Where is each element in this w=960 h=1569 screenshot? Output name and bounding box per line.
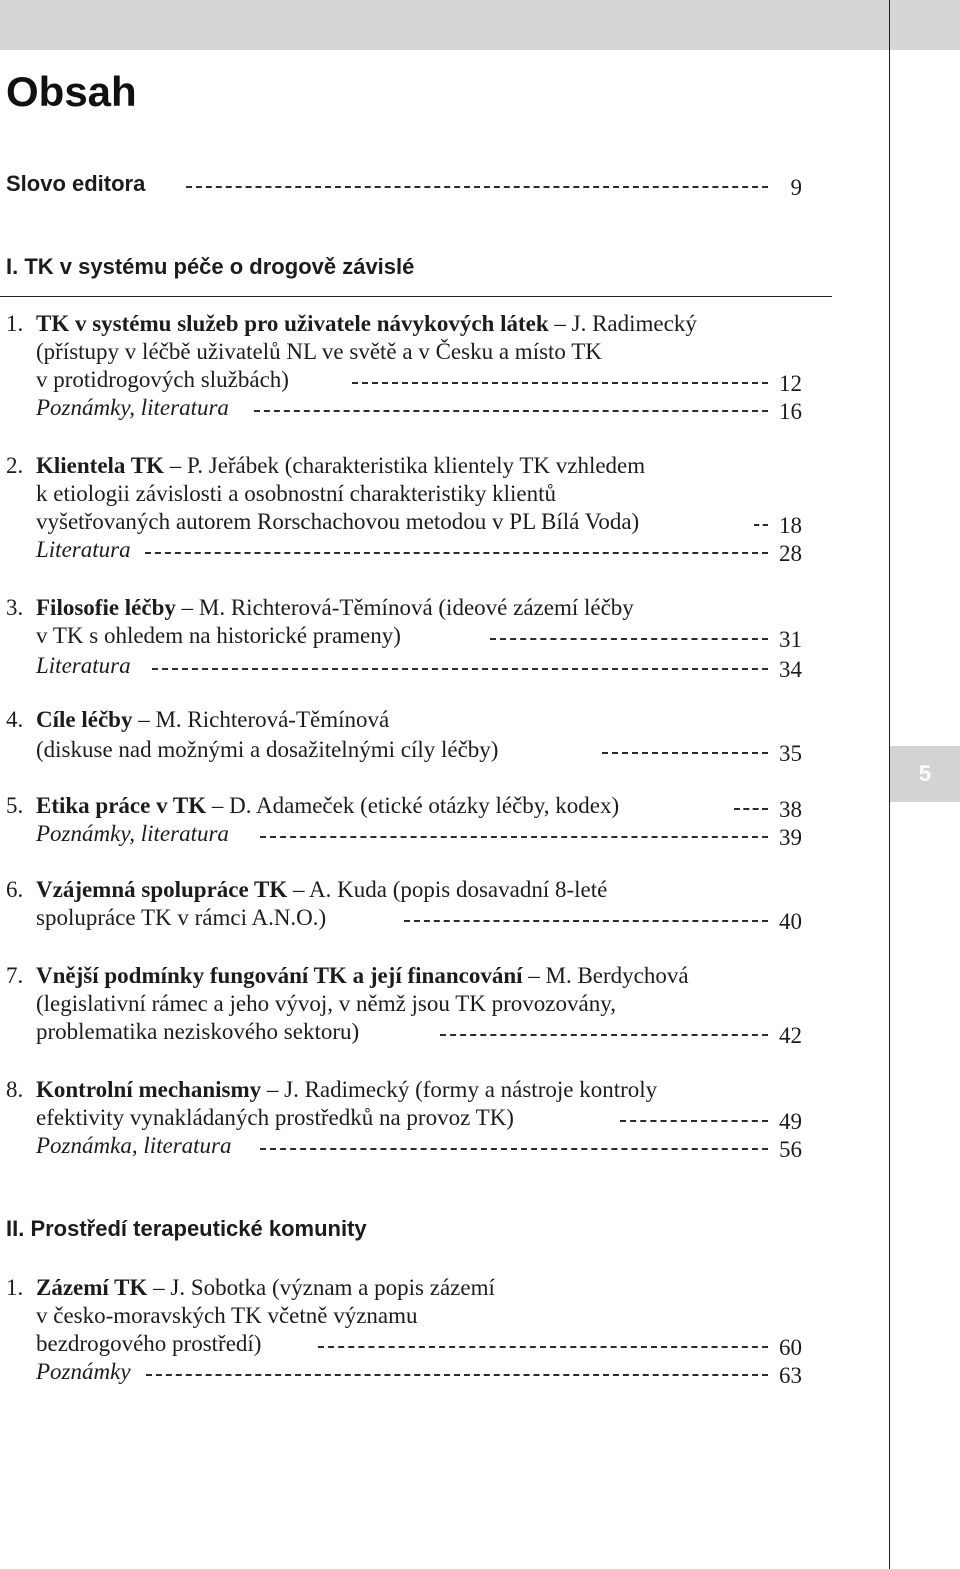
notes-literature-label: Poznámka, literatura (36, 1133, 232, 1158)
page-number-tab: 5 (890, 746, 960, 802)
entry-continuation: vyšetřovaných autorem Rorschachovou metodou v PL Bílá Voda) (36, 509, 640, 534)
notes-literature-label: Literatura (36, 653, 131, 678)
toc-entry-line (0, 706, 830, 734)
page-ref: 12 (779, 371, 802, 396)
chapter-title (36, 452, 645, 480)
chapter-number: 6. (6, 877, 24, 902)
chapter-title (36, 962, 689, 990)
part-heading-1: I. TK v systému péče o drogově závislé (6, 254, 415, 279)
page-ref: 40 (779, 909, 802, 934)
entry-continuation: efektivity vynakládaných prostředků na provoz TK) (36, 1105, 514, 1130)
leader-dots (754, 524, 768, 526)
chapter-title-bold: Vnější podmínky fungování TK a její financování (36, 963, 523, 988)
page-ref: 18 (779, 513, 802, 538)
entry-continuation: (diskuse nad možnými a dosažitelnými cíly léčby) (36, 737, 499, 762)
chapter-author-note: – P. Jeřábek (charakteristika klientely TK vzhledem (164, 453, 646, 478)
leader-dots (620, 1120, 768, 1122)
chapter-title (36, 1076, 657, 1104)
leader-dots (146, 1374, 768, 1376)
leader-dots (152, 668, 768, 670)
page-ref: 39 (779, 825, 802, 850)
leader-dots (602, 752, 768, 754)
toc-entry-line[interactable] (0, 622, 830, 650)
page-ref: 34 (779, 657, 802, 682)
leader-dots (260, 836, 768, 838)
toc-entry-line[interactable] (0, 394, 830, 422)
notes-literature-label: Poznámky, literatura (36, 821, 229, 846)
chapter-title (36, 876, 607, 904)
chapter-title-bold: Zázemí TK (36, 1275, 148, 1300)
chapter-title (36, 1274, 495, 1302)
page-ref: 35 (779, 741, 802, 766)
toc-entry-line[interactable] (0, 792, 830, 820)
toc-entry-line[interactable] (0, 736, 830, 764)
leader-dots (404, 920, 768, 922)
toc-entry-line (0, 594, 830, 622)
toc-entry-line[interactable] (0, 366, 830, 394)
entry-continuation: k etiologii závislosti a osobnostní charakteristiky klientů (36, 481, 556, 506)
entry-continuation: v TK s ohledem na historické prameny) (36, 623, 401, 648)
toc-entry-line[interactable] (0, 820, 830, 848)
toc-entry-line[interactable] (0, 1330, 830, 1358)
toc-entry-line[interactable] (0, 508, 830, 536)
chapter-author-note: – J. Sobotka (význam a popis zázemí (147, 1275, 495, 1300)
header-bar (0, 0, 890, 50)
chapter-number: 2. (6, 453, 24, 478)
chapter-title (36, 792, 619, 820)
leader-dots (186, 186, 768, 188)
page-ref: 9 (790, 175, 802, 200)
chapter-author-note: – J. Radimecký (548, 311, 697, 336)
notes-literature-label: Poznámky (36, 1359, 131, 1384)
leader-dots (260, 1148, 768, 1150)
part-heading-2: II. Prostředí terapeutické komunity (6, 1216, 367, 1241)
notes-literature-label: Literatura (36, 537, 131, 562)
chapter-title-bold: Vzájemná spolupráce TK (36, 877, 288, 902)
chapter-title-bold: TK v systému služeb pro uživatele návykových látek (36, 311, 549, 336)
leader-dots (318, 1346, 768, 1348)
page-ref: 63 (779, 1363, 802, 1388)
toc-entry-line[interactable] (0, 652, 830, 680)
entry-continuation: (legislativní rámec a jeho vývoj, v němž jsou TK provozovány, (36, 991, 616, 1016)
chapter-author-note: – M. Berdychová (522, 963, 689, 988)
page-ref: 28 (779, 541, 802, 566)
toc-entry-line (0, 876, 830, 904)
toc-entry-line (0, 480, 830, 508)
toc-entry-line[interactable] (0, 1358, 830, 1386)
chapter-author-note: – A. Kuda (popis dosavadní 8-leté (287, 877, 608, 902)
chapter-number: 5. (6, 793, 24, 818)
chapter-title-bold: Kontrolní mechanismy (36, 1077, 262, 1102)
page-ref: 49 (779, 1109, 802, 1134)
chapter-title (36, 594, 634, 622)
chapter-number: 3. (6, 595, 24, 620)
page-ref: 38 (779, 797, 802, 822)
chapter-title-bold: Cíle léčby (36, 707, 133, 732)
chapter-number: 1. (6, 1275, 24, 1300)
toc-entry-line (0, 338, 830, 366)
leader-dots (734, 808, 768, 810)
page-ref: 56 (779, 1137, 802, 1162)
entry-continuation: bezdrogového prostředí) (36, 1331, 262, 1356)
chapter-number: 1. (6, 311, 24, 336)
chapter-title (36, 706, 389, 734)
leader-dots (145, 552, 768, 554)
toc-entry-line[interactable] (0, 904, 830, 932)
chapter-author-note: – D. Adameček (etické otázky léčby, kodex) (206, 793, 620, 818)
entry-continuation: v protidrogových službách) (36, 367, 289, 392)
chapter-number: 8. (6, 1077, 24, 1102)
entry-continuation: problematika neziskového sektoru) (36, 1019, 360, 1044)
leader-dots (254, 410, 768, 412)
chapter-number: 4. (6, 707, 24, 732)
toc-entry-line (0, 1076, 830, 1104)
chapter-author-note: – M. Richterová-Těmínová (132, 707, 390, 732)
toc-entry-line[interactable] (0, 1104, 830, 1132)
chapter-author-note: – J. Radimecký (formy a nástroje kontroly (261, 1077, 658, 1102)
toc-entry-line[interactable] (0, 536, 830, 564)
page-ref: 16 (779, 399, 802, 424)
page-ref: 60 (779, 1335, 802, 1360)
toc-entry-line (0, 962, 830, 990)
chapter-title-bold: Klientela TK (36, 453, 164, 478)
notes-literature-label: Poznámky, literatura (36, 395, 229, 420)
editor-label: Slovo editora (6, 171, 146, 196)
toc-editor-line[interactable] (0, 170, 830, 198)
section-rule (0, 296, 832, 297)
chapter-author-note: – M. Richterová-Těmínová (ideové zázemí léčby (175, 595, 634, 620)
toc-entry-line[interactable] (0, 1132, 830, 1160)
leader-dots (352, 382, 768, 384)
toc-entry-line[interactable] (0, 1018, 830, 1046)
header-bar-margin (890, 0, 960, 50)
entry-continuation: v česko-moravských TK včetně významu (36, 1303, 418, 1328)
page-ref: 42 (779, 1023, 802, 1048)
page-ref: 31 (779, 627, 802, 652)
toc-entry-line (0, 1274, 830, 1302)
toc-entry-line (0, 990, 830, 1018)
toc-entry-line (0, 310, 830, 338)
leader-dots (490, 638, 768, 640)
chapter-number: 7. (6, 963, 24, 988)
entry-continuation: spolupráce TK v rámci A.N.O.) (36, 905, 327, 930)
chapter-title-bold: Filosofie léčby (36, 595, 176, 620)
chapter-title (36, 310, 697, 338)
chapter-title-bold: Etika práce v TK (36, 793, 207, 818)
toc-entry-line (0, 1302, 830, 1330)
page-title: Obsah (6, 68, 137, 115)
leader-dots (440, 1034, 768, 1036)
toc-entry-line (0, 452, 830, 480)
entry-continuation: (přístupy v léčbě uživatelů NL ve světě a v Česku a místo TK (36, 339, 602, 364)
